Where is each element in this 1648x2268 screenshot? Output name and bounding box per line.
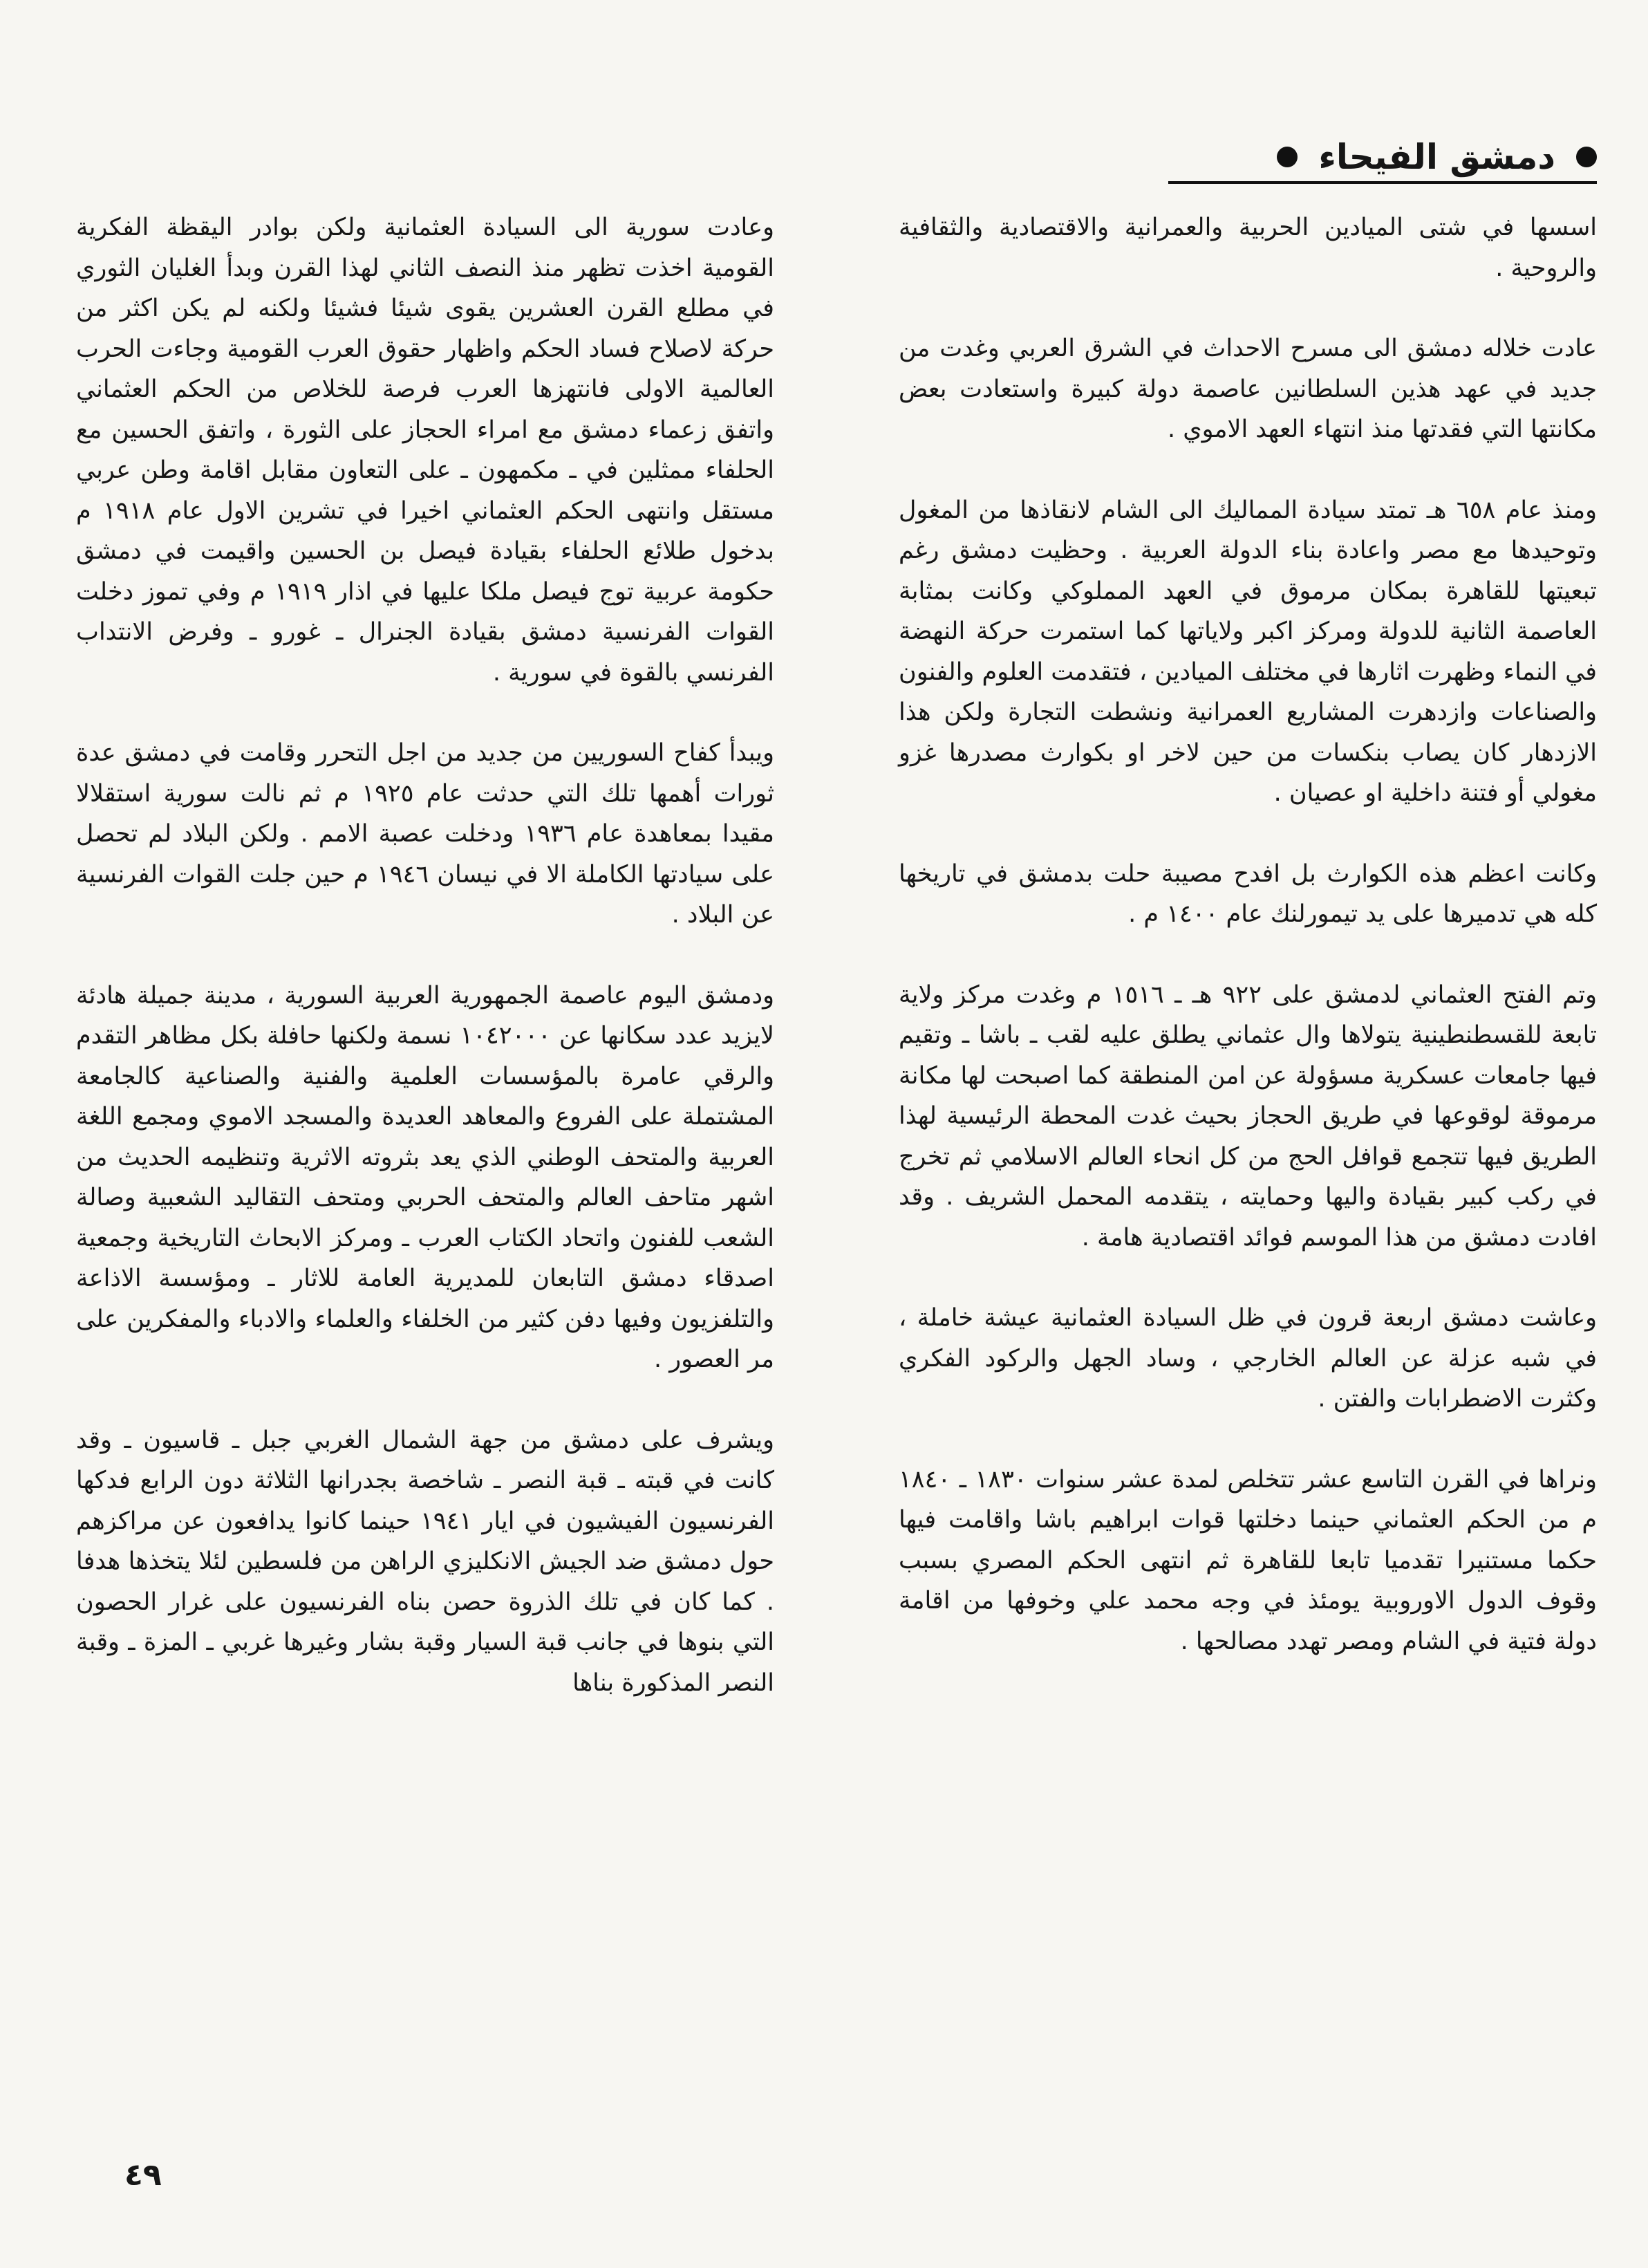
left-column — [76, 207, 774, 1743]
paragraph: ويبدأ كفاح السوريين من جديد من اجل التحرر وقامت في دمشق عدة ثورات أهمها تلك التي حدثت عام ١٩٢٥ م ثم نالت سورية استقلالا مقيدا بمعاهدة عام ١٩٣٦ ودخلت عصبة الامم . ولكن البلاد لم تحصل على سيادتها الكاملة الا في نيسان ١٩٤٦ م حين جلت القوات الفرنسية عن البلاد . — [76, 739, 774, 929]
paragraph: ودمشق اليوم عاصمة الجمهورية العربية السورية ، مدينة جميلة هادئة لايزيد عدد سكانها عن ١٠٤٢٠٠٠ نسمة ولكنها حافلة بكل مظاهر التقدم والرقي عامرة بالمؤسسات العلمية والفنية والصناعية كالجامعة المشتملة على الفروع والمعاهد العديدة والمسجد الاموي ومجمع اللغة العربية والمتحف الوطني الذي يعد بثروته الاثرية وتنظيمه الحديث من اشهر متاحف العالم والمتحف الحربي ومتحف التقاليد الشعبية وصالة الشعب للفنون واتحاد الكتاب العرب ـ ومركز الابحاث التاريخية وجمعية اصدقاء دمشق التابعان للمديرية العامة للاثار ـ ومؤسسة الاذاعة والتلفزيون وفيها دفن كثير من الخلفاء والعلماء والادباء والمفكرين على مر العصور . — [76, 981, 775, 1373]
header-rule — [1168, 181, 1597, 184]
header-title: دمشق الفيحاء — [1318, 137, 1555, 177]
paragraph: وعاشت دمشق اربعة قرون في ظل السيادة العثمانية عيشة خاملة ، في شبه عزلة عن العالم الخارجي ، وساد الجهل والركود الفكري وكثرت الاضطرابات والفتن . — [899, 1304, 1597, 1413]
right-column — [899, 207, 1597, 1702]
bullet-icon — [1576, 147, 1597, 167]
paragraph: ومنذ عام ٦٥٨ هـ تمتد سيادة المماليك الى الشام لانقاذها من المغول وتوحيدها مع مصر واعادة بناء الدولة العربية . وحظيت دمشق رغم تبعيتها للقاهرة بمكان مرموق في العهد المملوكي وكانت بمثابة العاصمة الثانية للدولة ومركز اكبر ولاياتها كما استمرت حركة النهضة في النماء وظهرت اثارها في مختلف الميادين ، فتقدمت العلوم والفنون والصناعات وازدهرت المشاريع العمرانية ونشطت التجارة ولكن هذا الازدهار كان يصاب بنكسات من حين لاخر او بكوارث مصدرها غزو مغولي أو فتنة داخلية او عصيان . — [899, 496, 1597, 807]
bullet-icon — [1277, 147, 1298, 167]
paragraph: عادت خلاله دمشق الى مسرح الاحداث في الشرق العربي وغدت من جديد في عهد هذين السلطانين عاصمة دولة كبيرة واستعادت بعض مكانتها التي فقدتها منذ انتهاء العهد الاموي . — [899, 335, 1597, 443]
paragraph: ونراها في القرن التاسع عشر تتخلص لمدة عشر سنوات ١٨٣٠ ـ ١٨٤٠ م من الحكم العثماني حينما دخلتها قوات ابراهيم باشا واقامت فيها حكما مستنيرا تقدميا تابعا للقاهرة ثم انتهى الحكم المصري بسبب وقوف الدول الاوروبية يومئذ في وجه محمد علي وخوفها من اقامة دولة فتية في الشام ومصر تهدد مصالحها . — [899, 1465, 1597, 1655]
paragraph: اسسها في شتى الميادين الحربية والعمرانية والاقتصادية والثقافية والروحية . — [899, 214, 1597, 282]
paragraph: ويشرف على دمشق من جهة الشمال الغربي جبل ـ قاسيون ـ وقد كانت في قبته ـ قبة النصر ـ شاخصة بجدرانها الثلاثة دون الرابع فدكها الفرنسيون الفيشيون في ايار ١٩٤١ حينما كانوا يدافعون عن مراكزهم حول دمشق ضد الجيش الانكليزي الراهن من فلسطين لئلا يتخذها هدفا . كما كان في تلك الذروة حصن بناه الفرنسيون على غرار الحصون التي بنوها في جانب قبة السيار وقبة بشار وغيرها غربي ـ المزة ـ وقبة النصر المذكورة بناها — [76, 1426, 774, 1697]
page-number: ٤٩ — [124, 2157, 162, 2193]
paragraph: وكانت اعظم هذه الكوارث بل افدح مصيبة حلت بدمشق في تاريخها كله هي تدميرها على يد تيمورلنك عام ١٤٠٠ م . — [899, 859, 1597, 928]
paragraph: وتم الفتح العثماني لدمشق على ٩٢٢ هـ ـ ١٥١٦ م وغدت مركز ولاية تابعة للقسطنطينية يتولاها وال عثماني يطلق عليه لقب ـ باشا ـ وتقيم فيها جامعات عسكرية مسؤولة عن امن المنطقة كما اصبحت لها مكانة مرموقة لوقوعها في طريق الحجاز بحيث غدت المحطة الرئيسية لهذا الطريق فيها تتجمع قوافل الحج من كل انحاء العالم الاسلامي ثم تخرج في ركب كبير بقيادة واليها وحمايته ، يتقدمه المحمل الشريف . وقد افادت دمشق من هذا الموسم فوائد اقتصادية هامة . — [899, 980, 1598, 1252]
paragraph: وعادت سورية الى السيادة العثمانية ولكن بوادر اليقظة الفكرية القومية اخذت تظهر منذ النصف الثاني لهذا القرن وبدأ الغليان الثوري في مطلع القرن العشرين يقوى شيئا فشيئا ولكنه لم يكن اكثر من حركة لاصلاح فساد الحكم واظهار حقوق العرب القومية وجاءت الحرب العالمية الاولى فانتهزها العرب فرصة للخلاص من الحكم العثماني واتفق زعماء دمشق مع امراء الحجاز على الثورة ، واتفق الحسين مع الحلفاء ممثلين في ـ مكمهون ـ على التعاون مقابل اقامة وطن عربي مستقل وانتهى الحكم العثماني اخيرا في تشرين الاول عام ١٩١٨ م بدخول طلائع الحلفاء بقيادة فيصل بن الحسين واقيمت في دمشق حكومة عربية توج فيصل ملكا عليها في اذار ١٩١٩ م وفي تموز دخلت القوات الفرنسية دمشق بقيادة الجنرال ـ غورو ـ وفرض الانتداب الفرنسي بالقوة في سورية . — [76, 214, 774, 687]
